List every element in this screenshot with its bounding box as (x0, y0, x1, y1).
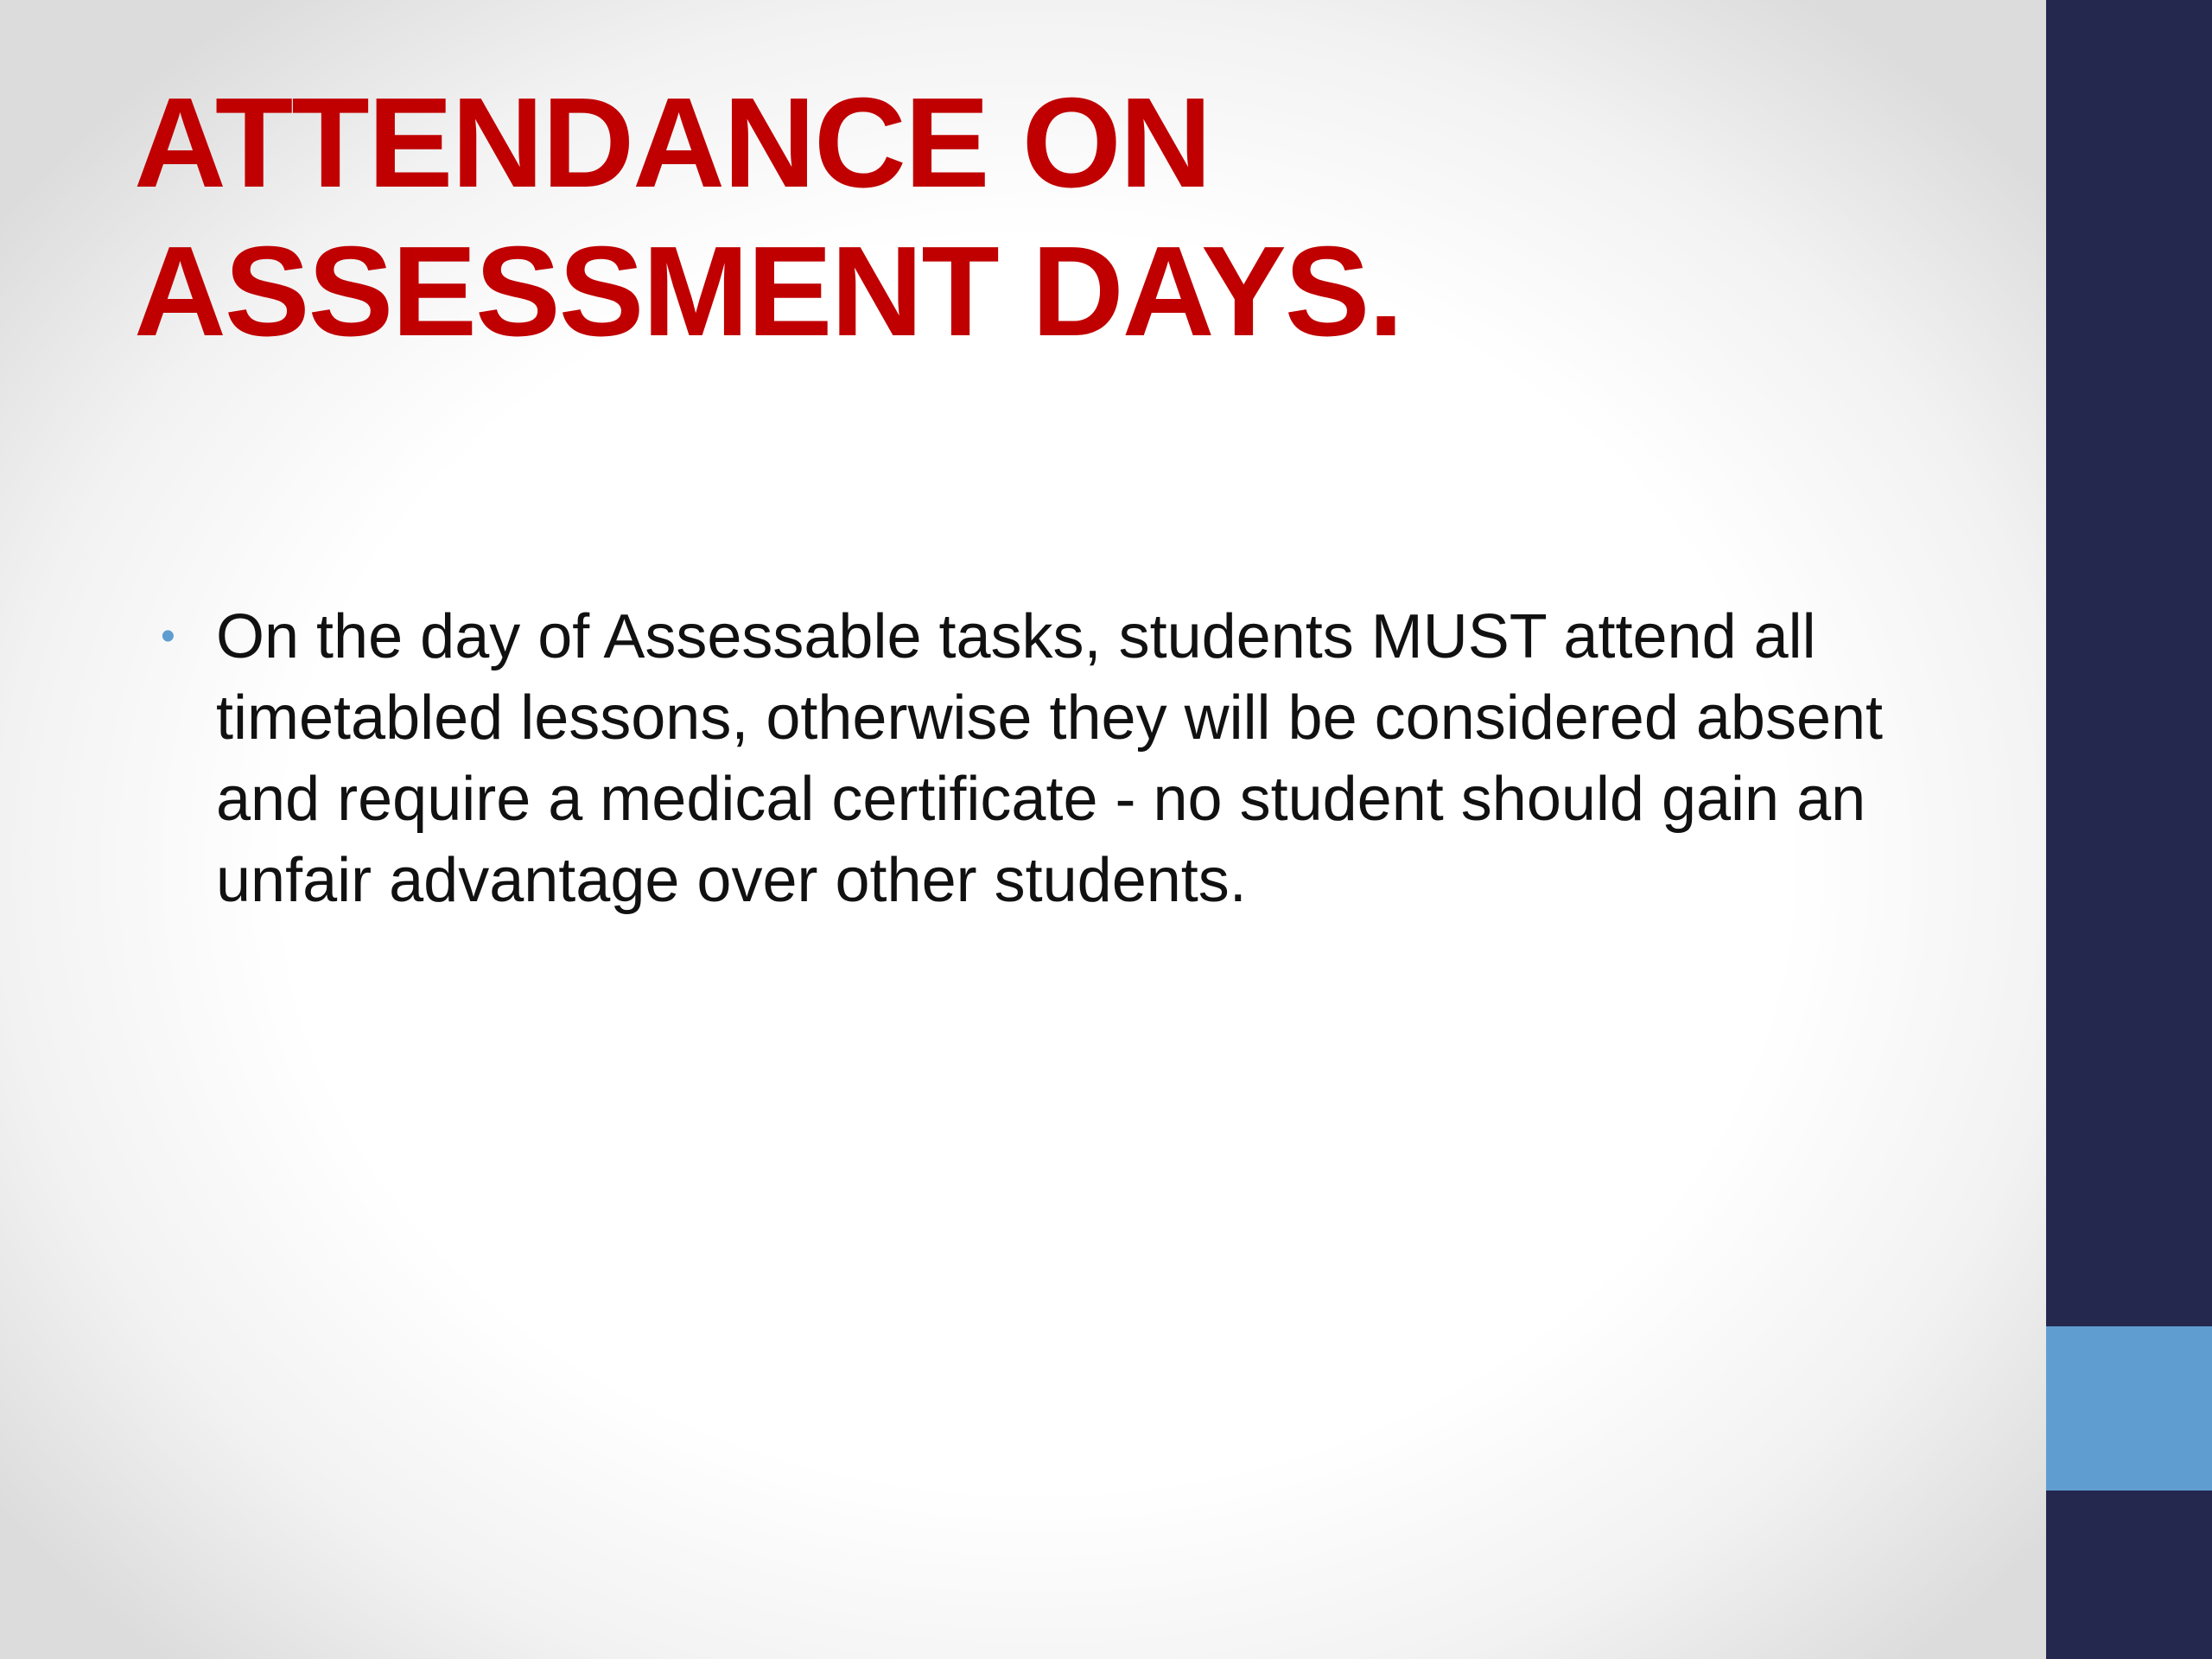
bullet-dot-icon: • (161, 613, 175, 659)
bullet-item (156, 596, 1936, 921)
bullet-text: On the day of Assessable tasks, students MUST attend all timetabled lessons, otherwise they will be considered absent and require a medical certificate - no student should gain an unfair advantage over other students. (216, 602, 1884, 915)
side-accent-block (2046, 1326, 2212, 1491)
bullet-list (156, 596, 1936, 921)
slide-title: ATTENDANCE ON ASSESSMENT DAYS. (134, 72, 1402, 363)
